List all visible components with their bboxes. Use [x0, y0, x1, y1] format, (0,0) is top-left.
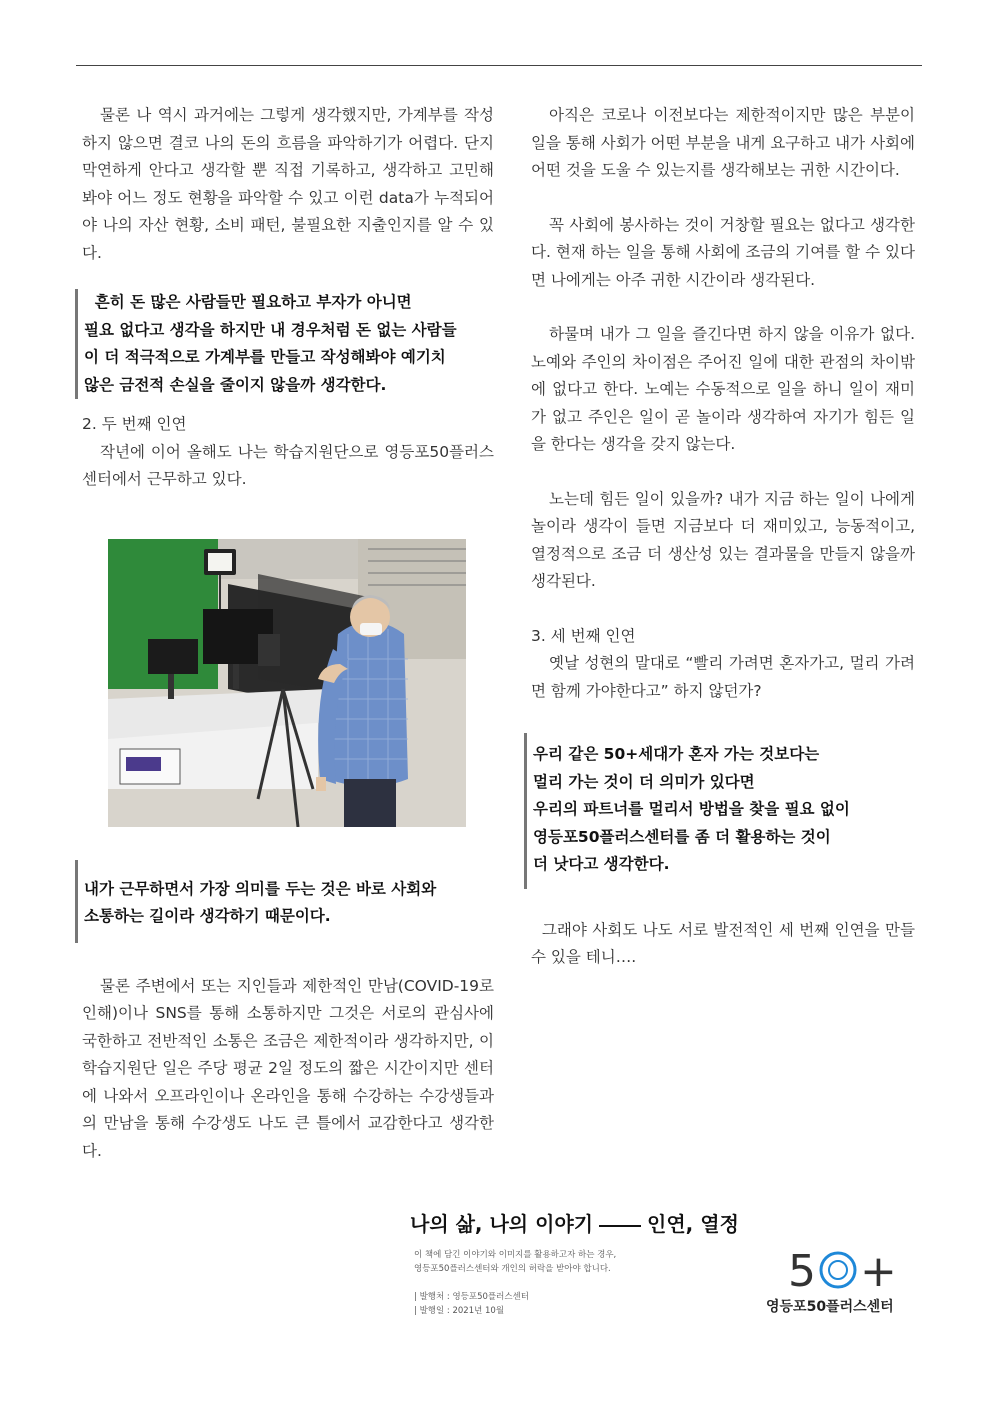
- quote-line: 내가 근무하면서 가장 의미를 두는 것은 바로 사회와: [84, 879, 437, 898]
- quote-line: 않은 금전적 손실을 줄이지 않을까 생각한다.: [84, 375, 387, 394]
- right-paragraph-2: 꼭 사회에 봉사하는 것이 거창할 필요는 없다고 생각한다. 현재 하는 일을 통해 사회에 조금의 기여를 할 수 있다면 나에게는 아주 귀한 시간이라 생각된다.: [531, 215, 915, 289]
- logo-plus: +: [860, 1246, 897, 1297]
- right-paragraph-6-text: 그래야 사회도 나도 서로 발전적인 세 번째 인연을 만들 수 있을 테니….: [531, 920, 915, 966]
- right-quote-3: [524, 733, 915, 889]
- indent-space: [531, 921, 542, 939]
- quote-line: 이 더 적극적으로 가계부를 만들고 작성해봐야 예기치: [84, 348, 446, 366]
- right-paragraph-1: 아직은 코로나 이전보다는 제한적이지만 많은 부분이 일을 통해 사회가 어떤 부분을 내게 요구하고 내가 사회에 어떤 것을 도울 수 있는지를 생각해보는 귀한 시간이다.: [531, 106, 915, 179]
- logo-zero-inner: [829, 1261, 847, 1279]
- quote-line: 멀리 가는 것이 더 의미가 있다면: [533, 772, 755, 791]
- usage-notice-line: 영등포50플러스센터와 개인의 허락을 받아야 합니다.: [414, 1264, 611, 1274]
- quote-line: 흔히 돈 많은 사람들만 필요하고 부자가 아니면: [84, 293, 412, 311]
- left-column: [82, 102, 494, 1165]
- logo-zero-ring: [821, 1253, 855, 1287]
- header-rule: [76, 65, 922, 66]
- left-paragraph-3: 물론 주변에서 또는 지인들과 제한적인 만남(COVID-19로 인해)이나 SNS를 통해 소통하지만 그것은 서로의 관심사에 국한하고 전반적인 소통은 조금은 제한적이라 생각하지만, 이 학습지원단 일은 주당 평균 2일 정도의 짧은 시간이지만 센터에 나와서 오프라인이나 온라인을 통해 수강하는 수강생들과의 만남을 통해 수강생도 나도 큰 틀에서 교감한다고 생각한다.: [82, 976, 494, 1160]
- publication-title-right: 인연, 열정: [647, 1212, 739, 1236]
- right-paragraph-4: 노는데 힘든 일이 있을까? 내가 지금 하는 일이 나에게 놀이라 생각이 들면 지금보다 더 재미있고, 능동적이고, 열정적으로 조금 더 생산성 있는 결과물을 만들지 않을까 생각된다.: [531, 489, 915, 590]
- left-paragraph-1: 물론 나 역시 과거에는 그렇게 생각했지만, 가계부를 작성하지 않으면 결코 나의 돈의 흐름을 파악하기가 어렵다. 단지 막연하게 안다고 생각할 뿐 직접 기록하고, 생각하고 고민해봐야 어느 정도 현황을 파악할 수 있고 이런 data가 누적되어야 나의 자산 현황, 소비 패턴, 불필요한 지출인지를 알 수 있다.: [82, 106, 494, 262]
- right-paragraph-5: 옛날 성현의 말대로 “빨리 가려면 혼자가고, 멀리 가려면 함께 가야한다고” 하지 않던가?: [531, 654, 915, 700]
- right-paragraph-6: [531, 917, 915, 972]
- quote-line: 필요 없다고 생각을 하지만 내 경우처럼 돈 없는 사람들: [84, 320, 457, 339]
- left-paragraph-2: 작년에 이어 올해도 나는 학습지원단으로 영등포50플러스센터에서 근무하고 있다.: [82, 442, 494, 488]
- usage-notice: [414, 1248, 616, 1276]
- publication-meta: [414, 1290, 529, 1318]
- quote-line: 더 낫다고 생각한다.: [533, 855, 670, 873]
- left-quote-1: [75, 289, 494, 399]
- right-paragraph-3: 하물며 내가 그 일을 즐긴다면 하지 않을 이유가 없다. 노예와 주인의 차이점은 주어진 일에 대한 관점의 차이밖에 없다고 한다. 노예는 수동적으로 일을 하니 일이 재미가 없고 주인은 일이 곧 놀이라 생각하여 자기가 힘든 일을 한다는 생각을 갖지 않는다.: [531, 325, 915, 453]
- section-heading-3: 3. 세 번째 인연: [531, 626, 636, 645]
- publisher-line: | 발행처 : 영등포50플러스센터: [414, 1292, 529, 1302]
- left-quote-2: [75, 860, 494, 943]
- quote-line: 우리 같은 50+세대가 혼자 가는 것보다는: [533, 745, 820, 763]
- logo-five: 5: [788, 1246, 816, 1297]
- publication-title: [410, 1208, 739, 1237]
- usage-notice-line: 이 책에 담긴 이야기와 이미지를 활용하고자 하는 경우,: [414, 1250, 617, 1260]
- office-photo: [108, 539, 466, 827]
- publish-date-line: | 발행일 : 2021년 10월: [414, 1306, 505, 1316]
- quote-line: 영등포50플러스센터를 좀 더 활용하는 것이: [533, 827, 831, 846]
- quote-line: 우리의 파트너를 멀리서 방법을 찾을 필요 없이: [533, 800, 850, 818]
- title-dash: [599, 1225, 641, 1227]
- right-column: [531, 102, 915, 972]
- quote-line: 소통하는 길이라 생각하기 때문이다.: [84, 907, 331, 925]
- section-heading-2: 2. 두 번째 인연: [82, 415, 187, 433]
- photo-illustration: [108, 539, 466, 827]
- logo-name: 영등포50플러스센터: [766, 1299, 894, 1315]
- publication-title-left: 나의 삶, 나의 이야기: [410, 1212, 594, 1236]
